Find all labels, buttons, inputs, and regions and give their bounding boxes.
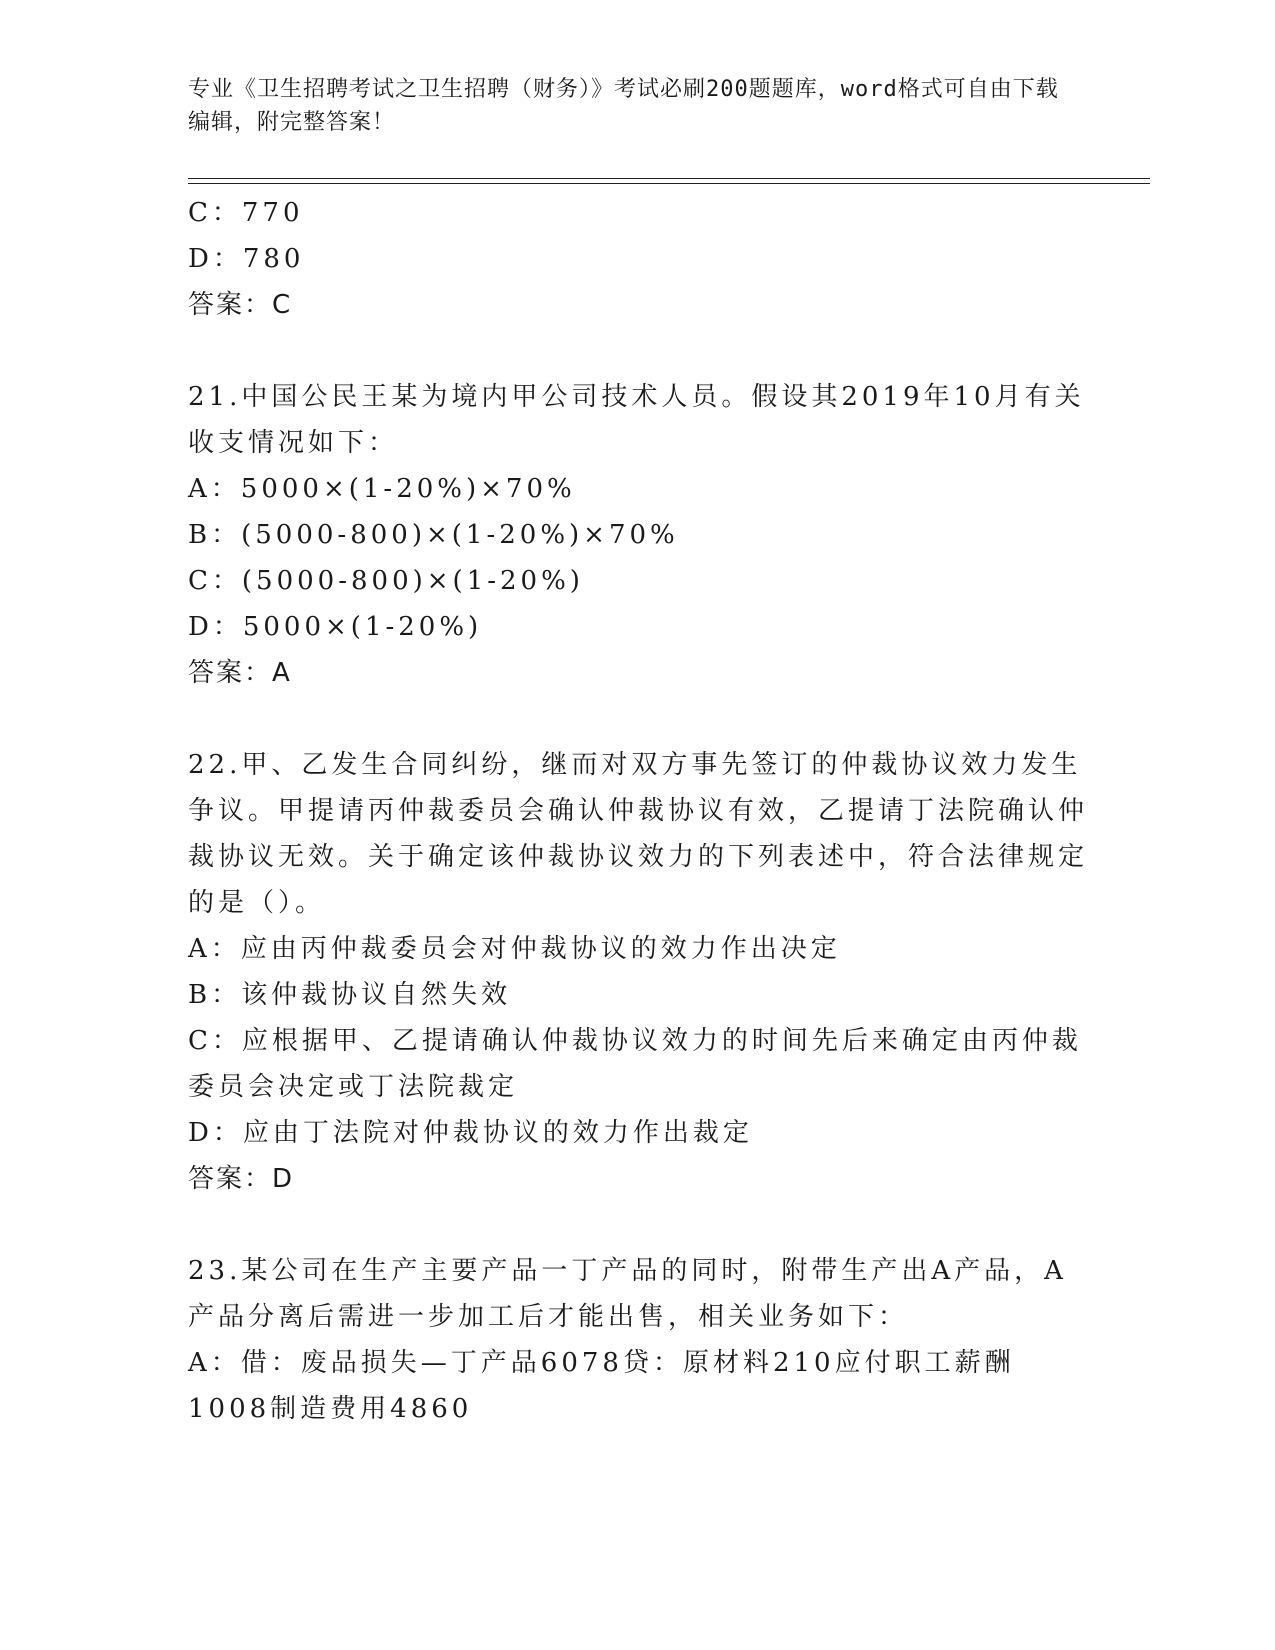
option-line: A：借：废品损失—丁产品6078贷：原材料210应付职工薪酬1008制造费用4860	[188, 1348, 1015, 1424]
document-body	[188, 190, 1088, 1432]
header-divider-bottom	[188, 183, 1150, 184]
option-line: C：(5000-800)×(1-20%)	[188, 566, 584, 596]
option-line: D：应由丁法院对仲裁协议的效力作出裁定	[188, 1118, 753, 1148]
page-header: 专业《卫生招聘考试之卫生招聘（财务）》考试必刷200题题库，word格式可自由下载编辑，附完整答案！	[188, 77, 1059, 135]
answer-line: 答案：A	[188, 658, 292, 688]
answer-line: 答案：D	[188, 1164, 295, 1194]
option-line: A：应由丙仲裁委员会对仲裁协议的效力作出决定	[188, 934, 841, 964]
spacer	[188, 328, 1088, 374]
option-line: A：5000×(1-20%)×70%	[188, 474, 576, 504]
question-block-21	[188, 374, 1088, 696]
spacer	[188, 696, 1088, 742]
option-line: B：(5000-800)×(1-20%)×70%	[188, 520, 679, 550]
option-line: C：应根据甲、乙提请确认仲裁协议效力的时间先后来确定由丙仲裁委员会决定或丁法院裁定	[188, 1026, 1082, 1102]
prev-question-block	[188, 190, 1088, 328]
header-divider-top	[188, 178, 1150, 179]
question-block-22	[188, 742, 1088, 1202]
question-text: 21.中国公民王某为境内甲公司技术人员。假设其2019年10月有关收支情况如下：	[188, 382, 1085, 458]
answer-line: 答案：C	[188, 290, 293, 320]
question-text: 22.甲、乙发生合同纠纷，继而对双方事先签订的仲裁协议效力发生争议。甲提请丙仲裁委员会确认仲裁协议有效，乙提请丁法院确认仲裁协议无效。关于确定该仲裁协议效力的下列表述中，符合法律规定的是（）。	[188, 750, 1089, 918]
question-text: 23.某公司在生产主要产品一丁产品的同时，附带生产出A产品，A产品分离后需进一步加工后才能出售，相关业务如下：	[188, 1256, 1067, 1332]
option-line: B：该仲裁协议自然失效	[188, 980, 512, 1010]
option-line: C：770	[188, 198, 304, 228]
spacer	[188, 1202, 1088, 1248]
option-line: D：780	[188, 244, 305, 274]
option-line: D：5000×(1-20%)	[188, 612, 483, 642]
question-block-23	[188, 1248, 1088, 1432]
